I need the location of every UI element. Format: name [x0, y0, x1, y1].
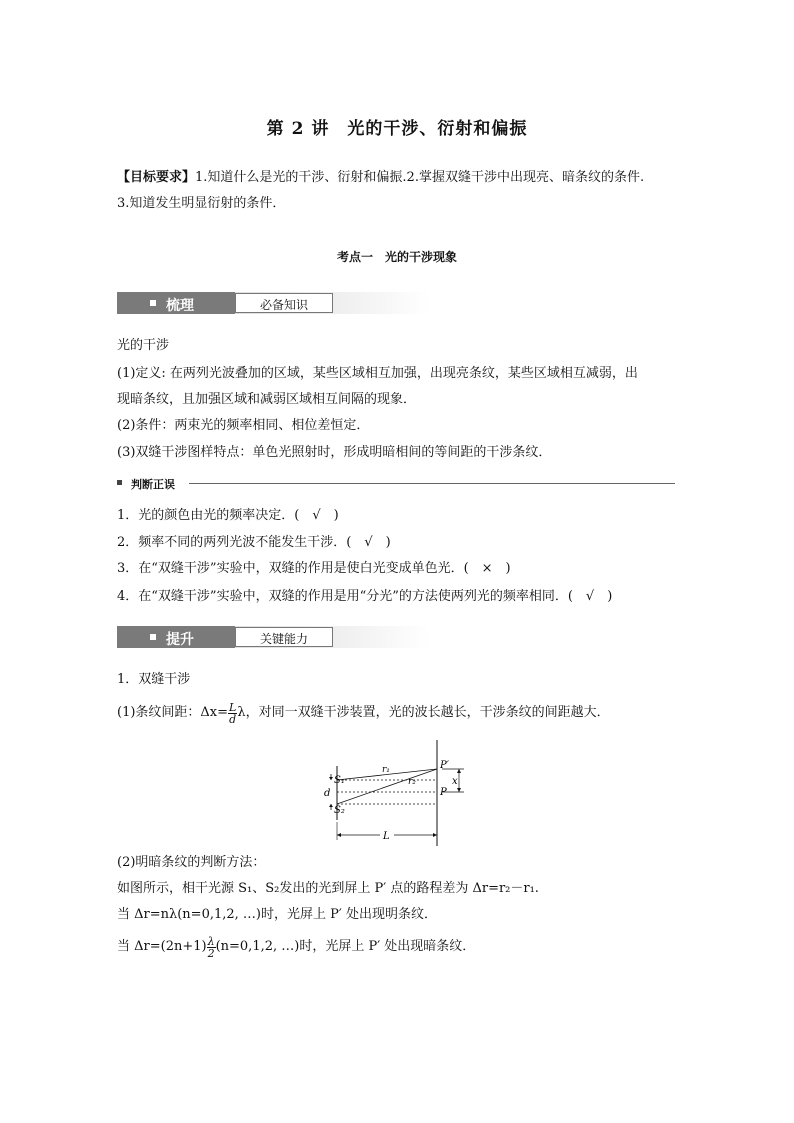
divider — [189, 483, 675, 484]
label-p: P — [440, 787, 447, 798]
judge-item: 4．在“双缝干涉”实验中，双缝的作用是用“分光”的方法使两列光的频率相同．( √ ) — [117, 589, 613, 604]
fraction-lambda-over-2 — [207, 936, 216, 959]
banner-box — [235, 293, 333, 313]
section-title: 考点一 光的干涉现象 — [336, 250, 457, 264]
judge-item: 1．光的颜色由光的频率决定．( √ ) — [117, 508, 339, 523]
goals-line-2: 3.知道发生明显衍射的条件． — [117, 196, 286, 211]
banner-label: 提升 — [166, 632, 194, 648]
spacing-suffix: ，对同一双缝干涉装置，光的波长越长，干涉条纹的间距越大． — [245, 705, 610, 720]
fraction-L-over-d — [228, 702, 237, 725]
label-L: L — [383, 831, 390, 842]
banner-label: 梳理 — [166, 298, 194, 314]
label-r1: r₁ — [382, 765, 390, 775]
arrowhead-icon — [329, 804, 333, 807]
label-s1: S₁ — [334, 775, 345, 786]
banner-box-label: 关键能力 — [259, 632, 308, 646]
dark-prefix: 当 Δr=(2n+1) — [117, 939, 207, 954]
theory-def-1: (1)定义: 在两列光波叠加的区域，某些区域相互加强，出现亮条纹，某些区域相互减弱，出 — [117, 366, 638, 381]
page-title: 第 2 讲 光的干涉、衍射和偏振 — [266, 119, 528, 139]
theory-condition: (2)条件：两束光的频率相同、相位差恒定． — [117, 418, 370, 433]
judge-label: 判断正误 — [131, 478, 175, 491]
square-icon — [117, 480, 122, 485]
goals-label: 【目标要求】 — [117, 170, 196, 185]
arrowhead-icon — [337, 833, 341, 837]
banner-box-label: 必备知识 — [259, 298, 308, 312]
label-p-prime: P′ — [440, 760, 449, 771]
goals-text-1: 1.知道什么是光的干涉、衍射和偏振.2.掌握双缝干涉中出现亮、暗条纹的条件. — [195, 170, 645, 185]
label-x: x — [452, 776, 458, 787]
judge-item: 2．频率不同的两列光波不能发生干涉．( √ ) — [117, 535, 391, 550]
label-s2: S₂ — [334, 805, 345, 816]
spacing-formula-line — [117, 696, 610, 730]
theory-feature: (3)双缝干涉图样特点：单色光照射时，形成明暗相间的等间距的干涉条纹． — [117, 445, 552, 460]
arrowhead-icon — [457, 769, 461, 773]
label-d: d — [324, 788, 331, 799]
arrowhead-icon — [433, 833, 437, 837]
spacing-prefix: (1)条纹间距：Δx= — [117, 705, 229, 720]
theory-heading: 光的干涉 — [117, 338, 170, 353]
ability-item-1: 1．双缝干涉 — [117, 672, 191, 687]
theory-def-2: 现暗条纹，且加强区域和减弱区域相互间隔的现象． — [117, 392, 417, 407]
judge-item: 3．在“双缝干涉”实验中，双缝的作用是使白光变成单色光．( × ) — [117, 561, 511, 576]
fraction-denominator: d — [229, 712, 237, 726]
fraction-denominator: 2 — [207, 946, 215, 960]
fraction-numerator: λ — [207, 934, 215, 948]
bright-condition-line: 当 Δr=nλ(n=0,1,2, …)时，光屏上 P′ 处出现明条纹． — [117, 907, 437, 922]
square-icon — [150, 634, 156, 640]
judge-method-heading: (2)明暗条纹的判断方法： — [117, 855, 266, 870]
spacing-lambda: λ — [237, 705, 246, 720]
arrowhead-icon — [329, 777, 333, 780]
arrowhead-icon — [457, 788, 461, 792]
dark-suffix: (n=0,1,2, …)时，光屏上 P′ 处出现暗条纹． — [215, 939, 476, 954]
banner-sorting — [117, 292, 430, 314]
dark-condition-line — [117, 930, 475, 964]
banner-box — [235, 627, 333, 647]
goals-line-1 — [117, 170, 644, 186]
banner-improve — [117, 626, 430, 648]
fraction-numerator: L — [229, 700, 237, 714]
path-difference-line: 如图所示，相干光源 S₁、S₂发出的光到屏上 P′ 点的路程差为 Δr=r₂－r₁. — [117, 881, 539, 896]
double-slit-diagram — [318, 738, 468, 850]
square-icon — [150, 300, 156, 306]
judge-header — [117, 476, 675, 490]
label-r2: r₂ — [408, 777, 416, 787]
